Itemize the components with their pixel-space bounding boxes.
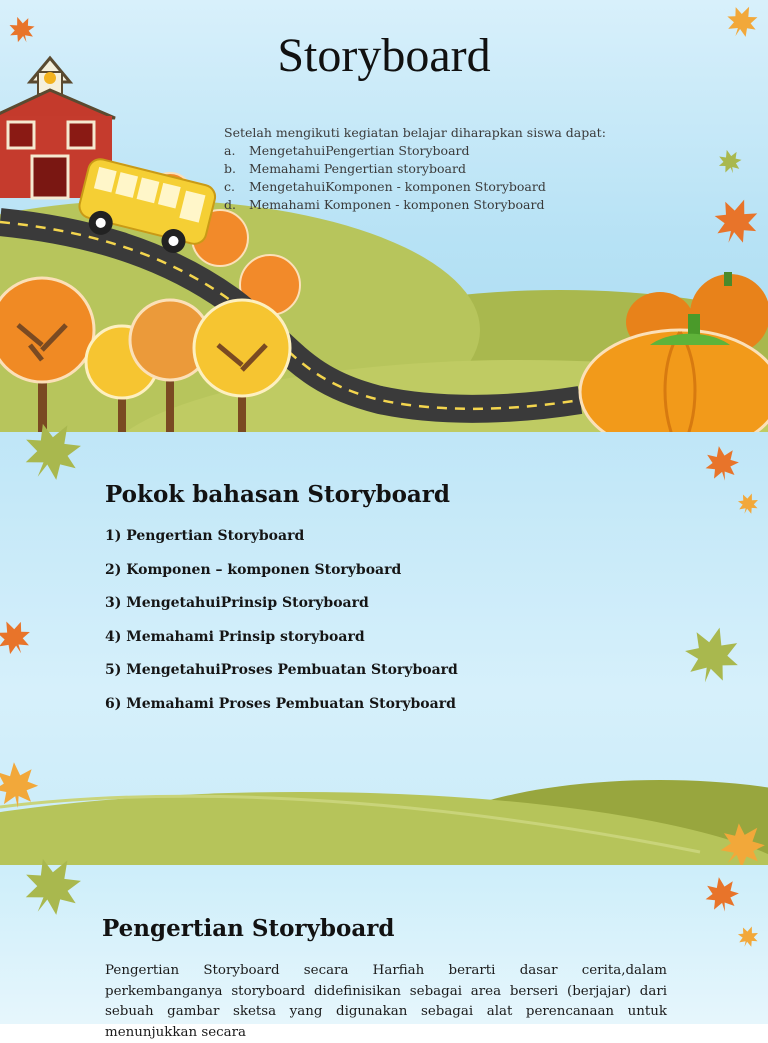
definition-paragraph: Pengertian Storyboard secara Harfiah berarti dasar cerita,dalam perkembanganya storyboard didefinisikan sebagai area berseri (berjajar) dari sebuah gambar sketsa yang digunakan sebagai alat perencanaan untuk menunjukkan secara bbox=[105, 963, 667, 1040]
slide-topics bbox=[0, 432, 768, 865]
list-item: 3) MengetahuiPrinsip Storyboard bbox=[105, 595, 369, 612]
list-item: 6) Memahami Proses Pembuatan Storyboard bbox=[105, 695, 456, 712]
list-item: 4) Memahami Prinsip storyboard bbox=[105, 628, 365, 645]
list-item: a. MengetahuiPengertian Storyboard bbox=[224, 143, 470, 158]
list-item: 1) Pengertian Storyboard bbox=[105, 528, 305, 544]
topics-heading: Pokok bahasan Storyboard bbox=[105, 481, 451, 508]
slide-title bbox=[0, 0, 768, 432]
list-item: 5) MengetahuiProses Pembuatan Storyboard bbox=[105, 662, 458, 679]
slide-definition bbox=[0, 865, 768, 1040]
topics-list bbox=[105, 528, 458, 730]
learning-objectives bbox=[224, 124, 624, 214]
objectives-intro: Setelah mengikuti kegiatan belajar diharapkan siswa dapat: bbox=[224, 125, 606, 140]
list-item: d. Memahami Komponen - komponen Storyboard bbox=[224, 197, 545, 212]
list-item: c. MengetahuiKomponen - komponen Storyboard bbox=[224, 179, 546, 194]
slide-title-heading: Storyboard bbox=[277, 29, 491, 82]
list-item: 2) Komponen – komponen Storyboard bbox=[105, 561, 402, 578]
definition-heading: Pengertian Storyboard bbox=[102, 915, 395, 942]
list-item: b. Memahami Pengertian storyboard bbox=[224, 161, 466, 176]
objectives-list bbox=[224, 142, 624, 214]
